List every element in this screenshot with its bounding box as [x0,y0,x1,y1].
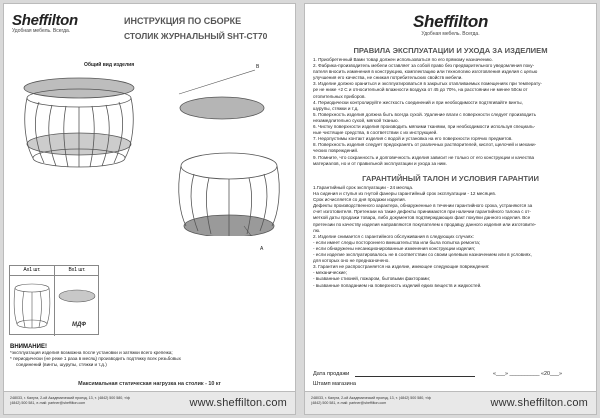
warning-line-3: соединений (винты, шурупы, стяжки и т.д.) [16,362,107,368]
warning-line-1: *эксплуатация изделия возможна после установки и затяжки всего крепежа; [10,350,173,355]
part-a-frame-icon [10,276,54,336]
text-line: ческих повреждений. [313,148,359,154]
text-line: Дефекты производственного характера, обнаруженные в течении гарантийного срока, устраняются за [313,203,533,209]
part-a-label: Ах1 шт. [10,266,54,276]
brand-block [305,12,596,37]
footer-address: 248033, г. Калуга, 2-ой Академический проезд, 13, т. (4842) 500 580, т/ф (4842) 500 581, e-mail: partner@sheffilton.com [10,396,130,405]
warning-title: ВНИМАНИЕ! [10,344,47,350]
overview-caption: Общий вид изделия [84,62,135,68]
text-line: 1. Приобретенный Вами товар должен использоваться по его прямому назначению. [313,57,493,62]
part-a-cell [10,266,55,336]
brand-logo: Sheffilton [412,12,489,31]
warning-line-2: * периодически (не реже 1 раза в месяц) производить подтяжку всех резьбовых [10,356,181,362]
text-line: ре не ниже +2 С и относительной влажности воздуха от 45 до 70%, на расстоянии не менее 50см от [313,87,528,93]
product-drawing [4,66,296,236]
text-line: - вызванные попаданием на поверхность изделий едких веществ и жидкостей. [313,282,482,288]
brand-tagline: Удобная мебель. Всегда. [12,28,71,34]
text-line: 2. Изделие снимается с гарантийного обслуживания в следующих случаях: [313,233,474,239]
text-line: шурупы, стяжки и т.д. [313,105,359,111]
footer-address: 248033, г. Калуга, 2-ой Академический проезд, 13, т. (4842) 500 580, т/ф (4842) 500 581, e-mail: partner@sheffilton.com [311,396,431,405]
text-line: 1.Гарантийный срок эксплуатации - 24 месяца. [313,185,414,190]
text-line: ные чистящие средства, в соответствии с их инструкцией. [313,130,438,136]
text-line: На сидения и стулья из гнутой фанеры гарантийный срок эксплуатации - 12 месяцев. [313,191,497,197]
assembly-instruction-page [3,3,296,415]
text-line: 7. Недопустимы контакт изделия с водой и установка на его поверхности горячих предметов. [313,136,513,142]
text-line: 6. Чистку поверхности изделия производить мягкими тканями, при необходимости используя специаль- [313,124,536,130]
part-b-label: Вх1 шт. [55,266,99,276]
text-line: лю. [313,227,321,233]
rules-title: ПРАВИЛА ЭКСПЛУАТАЦИИ И УХОДА ЗА ИЗДЕЛИЕМ [353,46,548,55]
text-line: улучшения его качества, не снижая потребительских свойств мебели. [313,75,463,81]
page-footer [4,391,295,414]
text-line: незамедлительно сухой, мягкой тканью. [313,117,399,123]
text-line: 2. Фабрика-производитель мебели оставляет за собой право без предварительного уведомления поку- [313,63,535,69]
shop-stamp-label: Штамп магазина [313,381,356,387]
text-line: - если обнаружены несанкционированные изменения конструкции изделия; [313,245,476,251]
text-line: 3. Гарантия не распространяется на изделие, имеющее следующие повреждения: [313,264,490,270]
text-line: для которых оно не предназначено. [313,258,390,264]
sale-date-value: «___» __________ «20___» [493,371,562,377]
text-line: Срок исчисляется со дня продажи изделия. [313,197,406,203]
page-footer [305,391,596,414]
text-line: пателя вносить изменения в конструкцию, комплектацию или технологию изготовления изделия с целью [313,69,538,75]
sale-date-line [355,376,475,377]
text-line: - если имеет следы постороннего вмешательства или была попытка ремонта; [313,239,481,245]
label-b: B [256,64,260,70]
label-a: A [260,246,264,252]
warning-block [10,344,292,368]
text-line: счет изготовителя. Претензии на такие дефекты принимаются при наличии гарантийного талона с от- [313,209,531,215]
product-title: СТОЛИК ЖУРНАЛЬНЫЙ SHT-CT70 [124,31,268,41]
text-line: 9. Помните, что сохранность и долговечность изделия зависит не только от его конструкции и качества [313,154,535,160]
footer-website[interactable]: www.sheffilton.com [189,397,287,409]
sale-date-label: Дата продажи [313,371,350,377]
text-line: 4. Периодически контролируйте жесткость соединений и при необходимости подтягивайте винты, [313,99,523,105]
text-line: - если изделие эксплуатировалось не в соответствии со своим целевым назначением или в условиях, [313,252,532,258]
text-line: претензии по качеству изделия направляются покупателем к продавцу данного изделия или изготовите- [313,221,537,227]
footer-website[interactable]: www.sheffilton.com [490,397,588,409]
brand-tagline: Удобная мебель. Всегда. [421,31,480,37]
text-line: 5. Поверхность изделия должна быть всегда сухой. Удаление влаги с поверхности следует производить [313,111,536,117]
text-line: материалов, но и от правильной эксплуатации и ухода за ним. [313,160,447,166]
text-line: 8. Поверхность изделия следует предохранять от различных растворителей, кислот, щелочей и механи- [313,142,537,148]
text-line: - механические; [313,270,347,276]
text-line: - вызванные стихией, пожаром, бытовыми факторами; [313,276,431,282]
sale-fields [313,371,591,387]
rules-list [313,57,590,167]
care-warranty-page [304,3,597,415]
mdf-label: МДФ [72,322,86,328]
warranty-list [313,185,590,289]
page-title: ИНСТРУКЦИЯ ПО СБОРКЕ [124,16,242,26]
text-line: меткой даты продажи товара, либо документов подтверждающих факт покупки данного изделия. Все [313,215,531,221]
brand-logo: Sheffilton [12,12,78,29]
brand-block [12,12,78,34]
text-line: 3. Изделие должно храниться и эксплуатироваться в закрытых отапливаемых помещениях при температу- [313,81,542,87]
max-load-note: Максимальная статическая нагрузка на столик - 10 кг [78,381,221,387]
text-line: отопительных приборов. [313,93,366,99]
warranty-title: ГАРАНТИЙНЫЙ ТАЛОН И УСЛОВИЯ ГАРАНТИИ [362,174,539,183]
